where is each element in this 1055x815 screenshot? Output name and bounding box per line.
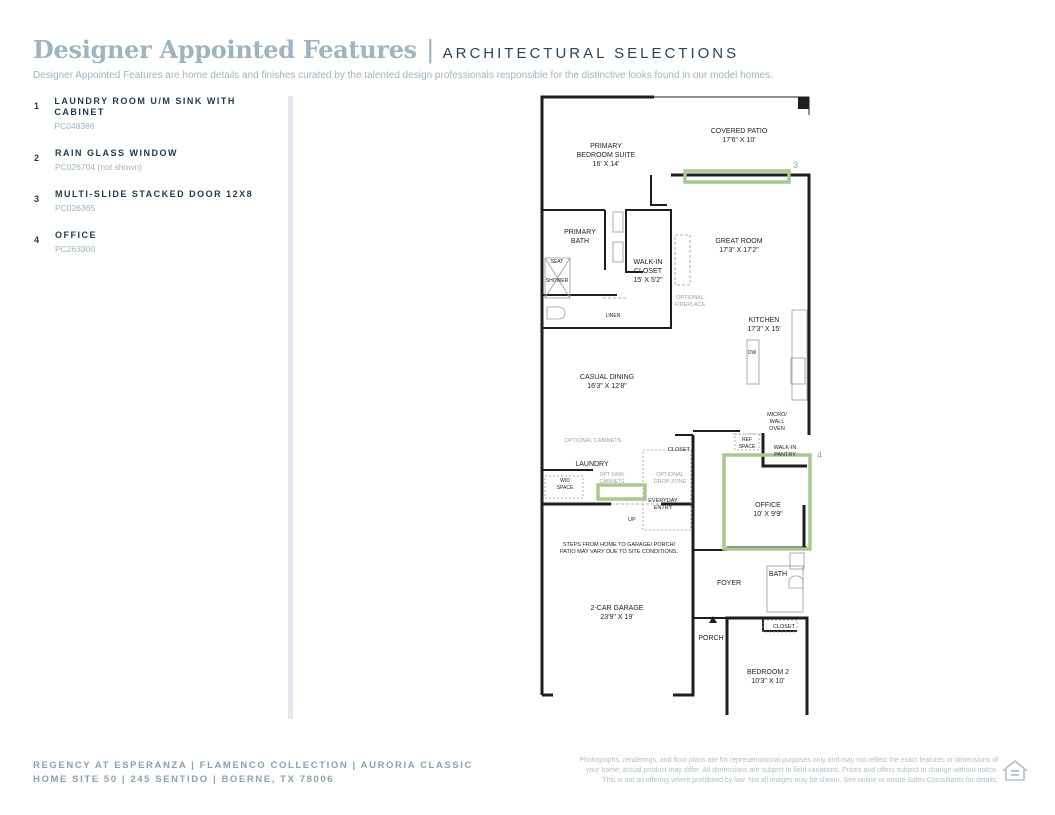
room-label: PANTRY [774,452,796,458]
interior-walls [542,175,797,715]
room-label: OPT SINK/ [599,472,625,478]
room-label: SEAT [550,259,564,265]
feature-marker-3: 3 [793,160,799,170]
disclaimer-line: your home; actual product may differ. All dimensions are subject to field variations. Prices and offers subject to change without notice. [585,767,998,774]
feature-list [34,96,284,271]
room-label: KITCHEN [748,317,780,324]
room-label: 2-CAR GARAGE [590,605,644,612]
room-label: DROP ZONE [653,479,687,485]
equal-housing-icon [1002,758,1028,784]
room-dimension: 16' X 14' [592,161,620,168]
room-label: COVERED PATIO [710,128,768,135]
disclaimer [579,756,998,786]
room-label: DW [747,350,757,356]
feature-name: OFFICE [55,230,97,240]
room-label: BEDROOM SUITE [576,152,636,159]
room-dimension: 10'3" X 10' [751,678,785,685]
feature-marker-4: 4 [817,450,823,460]
room-label: CLOSET [633,268,663,275]
room-dimension: 23'9" X 19' [600,614,634,621]
feature-number: 1 [34,101,40,111]
feature-code: PC026704 (not shown) [55,162,142,172]
fixtures [545,212,807,632]
collection-line: REGENCY AT ESPERANZA | FLAMENCO COLLECTION | AURORIA CLASSIC [33,760,473,771]
room-label: BEDROOM 2 [746,669,790,676]
room-label: GREAT ROOM [715,238,763,245]
room-label: FIREPLACE [674,302,706,308]
room-label: REF [742,437,752,443]
room-label: MICRO/ [767,412,787,418]
feature-number: 2 [34,153,40,163]
title-separator: | [426,34,434,64]
room-label: UP [628,517,636,523]
feature-name: RAIN GLASS WINDOW [55,148,178,158]
community-info [33,759,473,787]
feature-number: 4 [34,235,40,245]
room-label: CLOSET [772,624,796,630]
disclaimer-line: This is not an offering where prohibited by law. Not all images may be shown. See online or onsite Sales Consultants for details. [602,777,998,784]
room-dimension: 10' X 9'9" [753,511,783,518]
room-label: SPACE [738,444,756,450]
feature-item [34,96,284,131]
room-label: OPTIONAL CABINETS [564,438,622,444]
address-line: HOME SITE 50 | 245 SENTIDO | BOERNE, TX 78006 [33,774,335,785]
feature-code: PC026365 [55,203,96,213]
room-label: WALK-IN [773,445,797,451]
feature-name: LAUNDRY ROOM U/M SINK WITH CABINET [54,96,236,117]
disclaimer-line: Photographs, renderings, and floor plans are for representational purposes only and may not reflect the exact features or dimensions of [579,757,998,764]
room-label: CLOSET [667,447,691,453]
highlighted-features [598,171,810,549]
feature-number: 3 [34,194,40,204]
room-label: OPTIONAL [676,295,704,301]
room-dimension: 15' X 5'2" [633,277,663,284]
room-label: CASUAL DINING [579,374,635,381]
feature-item [34,189,284,213]
sidebar-divider [288,96,293,719]
feature-item [34,148,284,172]
feature-item [34,230,284,254]
room-label: WALL [769,419,785,425]
room-label: SPACE [556,485,574,491]
room-label: OVEN [769,426,785,432]
feature-name: MULTI-SLIDE STACKED DOOR 12X8 [55,189,254,199]
note-text: PATIO MAY VARY DUE TO SITE CONDITIONS. [560,549,678,555]
feature-code: PC263300 [55,244,96,254]
room-label: CABINETS [599,479,625,485]
room-label: ENTRY [653,505,673,511]
room-label: PRIMARY [590,143,622,150]
room-label: WALK-IN [633,259,663,266]
room-label: PORCH [698,635,724,642]
page-title: Designer Appointed Features [33,35,417,64]
room-dimension: 17'3" X 15' [747,326,781,333]
section-title: ARCHITECTURAL SELECTIONS [442,45,740,62]
room-label: BATH [768,571,788,578]
room-label: EVERYDAY [648,498,678,504]
page-header [33,34,1033,81]
room-label: W/D [560,478,570,484]
room-label: OFFICE [755,502,781,509]
exterior-walls [542,97,809,715]
room-label: LAUNDRY [575,461,609,468]
room-dimension: 16'3" X 12'8" [587,383,627,390]
room-label: FOYER [716,580,742,587]
page-description: Designer Appointed Features are home details and finishes curated by the talented design professionals responsible for the distinctive looks found in our model homes. [33,70,773,81]
corner-column [798,97,809,109]
room-label: SHOWER [545,278,569,284]
room-dimension: 17'3" X 17'2" [719,247,759,254]
room-label: LINEN [605,313,621,319]
floor-plan [535,90,825,730]
room-label: BATH [570,238,590,245]
room-label: PRIMARY [564,229,596,236]
room-label: OPTIONAL [656,472,684,478]
feature-code: PC048386 [54,121,95,131]
note-text: STEPS FROM HOME TO GARAGE/ PORCH/ [562,542,676,548]
room-dimension: 17'6" X 10' [722,137,756,144]
